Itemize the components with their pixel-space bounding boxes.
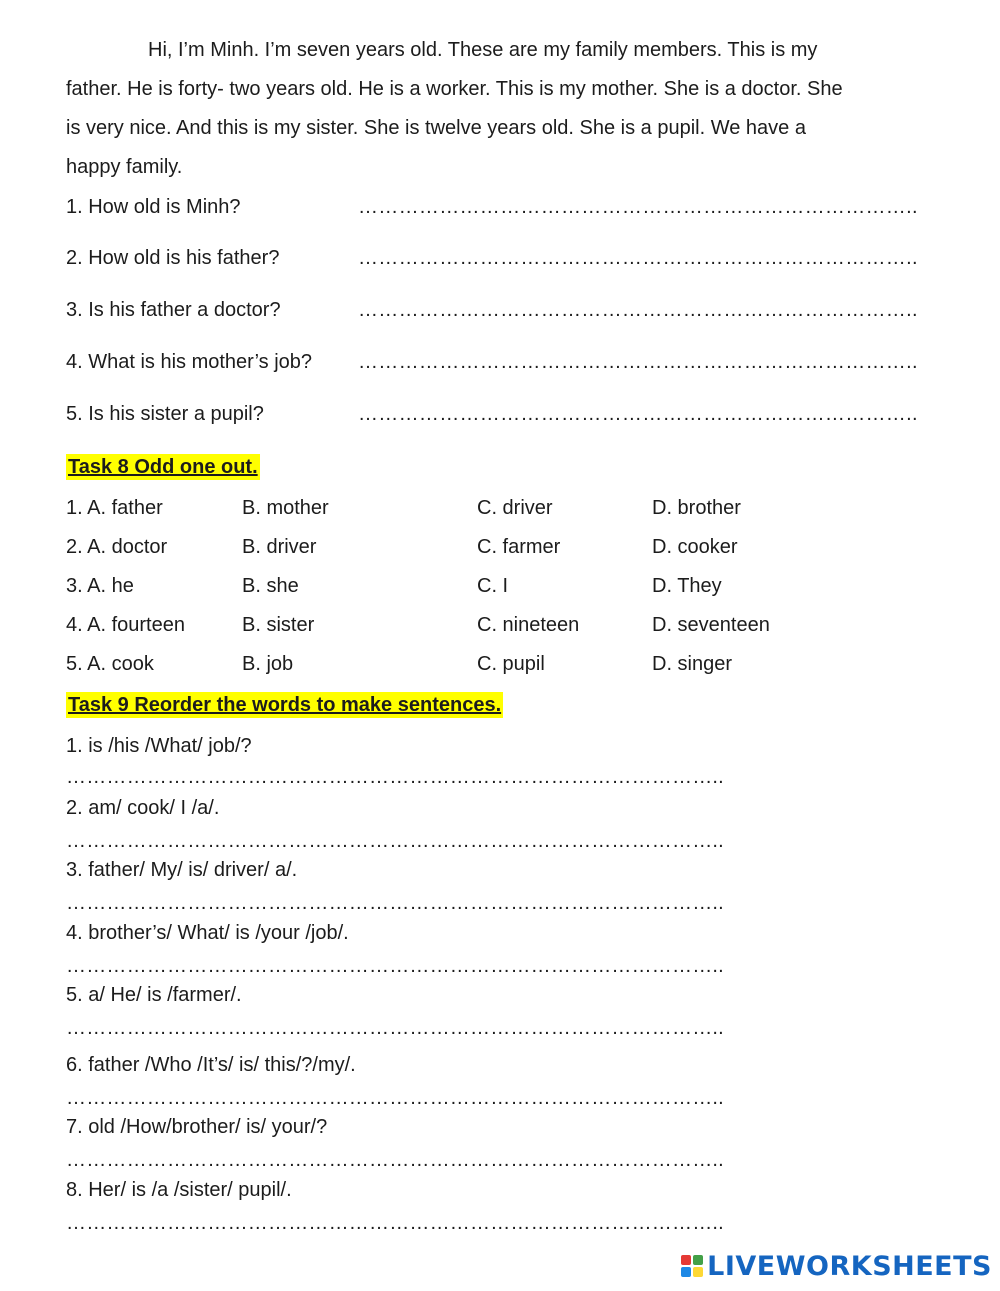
task8-4-option-d[interactable]: D. seventeen — [652, 614, 770, 636]
task9-answer-7[interactable]: …………………………………………………………………………………….. — [66, 1149, 724, 1171]
task9-answer-5[interactable]: …………………………………………………………………………………….. — [66, 1017, 724, 1039]
task8-2-option-c[interactable]: C. farmer — [477, 536, 561, 558]
task8-title: Task 8 Odd one out. — [68, 456, 258, 478]
task8-5-option-b[interactable]: B. job — [242, 653, 294, 675]
task9-prompt-2: 2. am/ cook/ I /a/. — [66, 797, 220, 819]
task9-prompt-5: 5. a/ He/ is /farmer/. — [66, 984, 242, 1006]
answer-field-2[interactable]: ……………………………………………………………………….. — [358, 247, 918, 269]
task8-2-option-b[interactable]: B. driver — [242, 536, 317, 558]
logo-blocks-icon — [681, 1255, 703, 1277]
logo-block-red — [681, 1255, 691, 1265]
task9-answer-6[interactable]: …………………………………………………………………………………….. — [66, 1087, 724, 1109]
passage-line-1: Hi, I’m Minh. I’m seven years old. These are my family members. This is my — [148, 39, 818, 61]
task8-4-option-b[interactable]: B. sister — [242, 614, 315, 636]
task9-prompt-1: 1. is /his /What/ job/? — [66, 735, 252, 757]
task8-2-option-a[interactable]: 2. A. doctor — [66, 536, 168, 558]
task9-prompt-4: 4. brother’s/ What/ is /your /job/. — [66, 922, 349, 944]
task8-1-option-c[interactable]: C. driver — [477, 497, 553, 519]
task9-answer-4[interactable]: …………………………………………………………………………………….. — [66, 955, 724, 977]
task8-4-option-c[interactable]: C. nineteen — [477, 614, 580, 636]
question-3: 3. Is his father a doctor? — [66, 299, 281, 321]
passage-line-2: father. He is forty- two years old. He is a worker. This is my mother. She is a doctor. She — [66, 78, 843, 100]
task9-answer-3[interactable]: …………………………………………………………………………………….. — [66, 892, 724, 914]
logo-block-green — [693, 1255, 703, 1265]
task8-2-option-d[interactable]: D. cooker — [652, 536, 738, 558]
liveworksheets-logo[interactable] — [681, 1249, 992, 1283]
task8-4-option-a[interactable]: 4. A. fourteen — [66, 614, 185, 636]
passage-line-4: happy family. — [66, 156, 183, 178]
task9-prompt-8: 8. Her/ is /a /sister/ pupil/. — [66, 1179, 292, 1201]
task9-prompt-6: 6. father /Who /It’s/ is/ this/?/my/. — [66, 1054, 356, 1076]
task8-3-option-b[interactable]: B. she — [242, 575, 299, 597]
question-1: 1. How old is Minh? — [66, 196, 241, 218]
answer-field-1[interactable]: ……………………………………………………………………….. — [358, 196, 918, 218]
logo-block-blue — [681, 1267, 691, 1277]
logo-text: LIVEWORKSHEETS — [707, 1250, 992, 1282]
task8-5-option-d[interactable]: D. singer — [652, 653, 733, 675]
task8-1-option-a[interactable]: 1. A. father — [66, 497, 163, 519]
task8-5-option-a[interactable]: 5. A. cook — [66, 653, 154, 675]
task8-5-option-c[interactable]: C. pupil — [477, 653, 545, 675]
question-4: 4. What is his mother’s job? — [66, 351, 313, 373]
answer-field-5[interactable]: ……………………………………………………………………….. — [358, 403, 918, 425]
task8-1-option-d[interactable]: D. brother — [652, 497, 741, 519]
task9-prompt-7: 7. old /How/brother/ is/ your/? — [66, 1116, 328, 1138]
question-5: 5. Is his sister a pupil? — [66, 403, 264, 425]
task8-3-option-c[interactable]: C. I — [477, 575, 509, 597]
task8-3-option-d[interactable]: D. They — [652, 575, 722, 597]
task9-answer-2[interactable]: …………………………………………………………………………………….. — [66, 830, 724, 852]
question-2: 2. How old is his father? — [66, 247, 280, 269]
passage-line-3: is very nice. And this is my sister. She is twelve years old. She is a pupil. We have a — [66, 117, 806, 139]
task9-answer-8[interactable]: …………………………………………………………………………………….. — [66, 1212, 724, 1234]
logo-block-yellow — [693, 1267, 703, 1277]
task9-answer-1[interactable]: …………………………………………………………………………………….. — [66, 766, 724, 788]
task9-title: Task 9 Reorder the words to make sentences. — [68, 694, 502, 716]
task8-3-option-a[interactable]: 3. A. he — [66, 575, 134, 597]
answer-field-4[interactable]: ……………………………………………………………………….. — [358, 351, 918, 373]
task8-1-option-b[interactable]: B. mother — [242, 497, 329, 519]
answer-field-3[interactable]: ……………………………………………………………………….. — [358, 299, 918, 321]
task9-prompt-3: 3. father/ My/ is/ driver/ a/. — [66, 859, 298, 881]
